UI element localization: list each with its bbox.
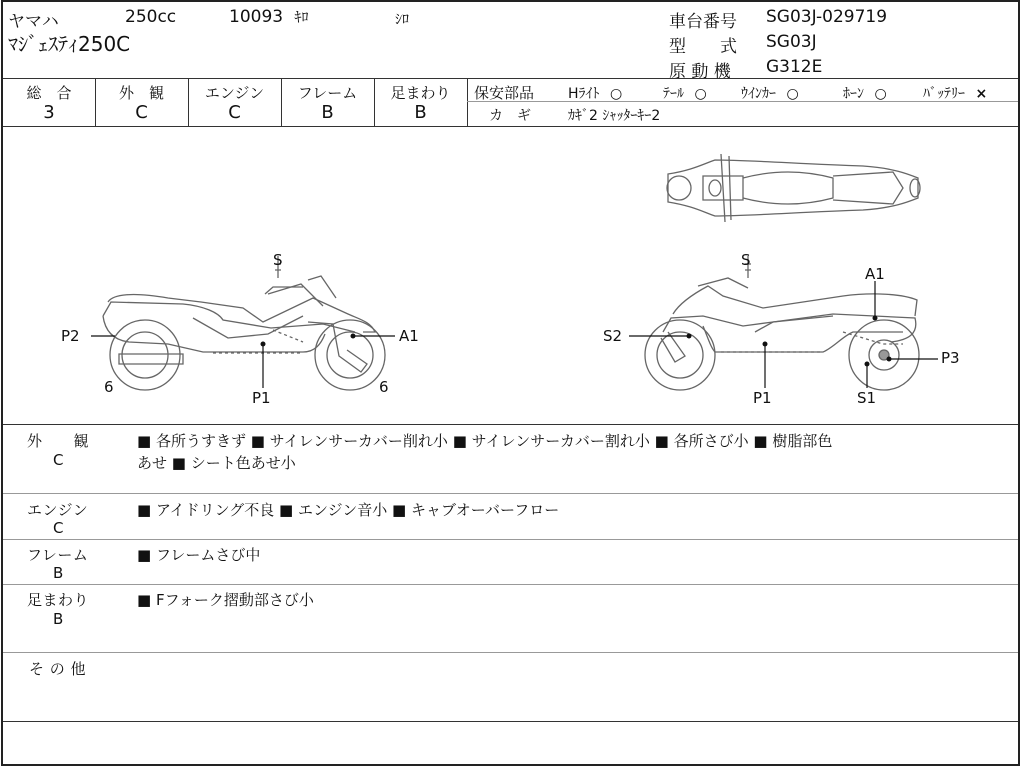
label-p1-right: P1 <box>753 389 772 407</box>
engine-label: エンジン <box>204 84 265 102</box>
frame-no: SG03J-029719 <box>766 7 888 27</box>
safety-item-name: ﾃｰﾙ <box>663 86 684 102</box>
label-s-left: S <box>273 251 283 269</box>
label-6-left: 6 <box>104 378 114 396</box>
model-name: ﾏｼﾞｪｽﾃｨ250C <box>8 32 131 56</box>
scooter-left-side-view <box>103 256 385 390</box>
overall-grade: 3 <box>43 102 55 123</box>
label-p3: P3 <box>941 349 960 367</box>
label-a1-left: A1 <box>399 327 419 345</box>
mileage <box>229 7 309 27</box>
remark-suspension-items: ■ Fフォーク摺動部さび小 <box>137 591 314 609</box>
type-label: 型 式 <box>669 37 737 57</box>
safety-item-name: ﾊﾞｯﾃﾘｰ <box>923 86 965 102</box>
label-a1-right: A1 <box>865 265 885 283</box>
safety-item-mark: ○ <box>786 86 799 102</box>
remark-exterior-items-2: あせ ■ シート色あせ小 <box>137 454 296 472</box>
displacement: 250cc <box>125 7 177 27</box>
label-p2: P2 <box>61 327 80 345</box>
divider <box>3 584 1018 585</box>
overall-label: 総 合 <box>26 84 72 102</box>
scooter-top-view <box>667 154 920 222</box>
safety-item <box>923 83 987 103</box>
safety-item-mark: ○ <box>874 86 887 102</box>
frame-no-label: 車台番号 <box>669 12 737 32</box>
remark-frame-label: フレーム <box>27 546 89 564</box>
mileage-value: 10093 <box>229 7 284 27</box>
divider <box>3 652 1018 653</box>
engine-model: G312E <box>766 57 823 77</box>
exterior-grade: C <box>135 102 148 123</box>
label-p1-left: P1 <box>252 389 271 407</box>
safety-item <box>663 83 707 103</box>
safety-item <box>741 83 799 103</box>
safety-item-mark: × <box>975 86 988 102</box>
safety-item <box>568 83 622 103</box>
remark-engine-grade: C <box>53 519 64 537</box>
key-value: ｶｷﾞ2 ｼｬｯﾀｰｷｰ2 <box>568 108 661 124</box>
label-s1: S1 <box>857 389 877 407</box>
frame-label: フレーム <box>297 84 358 102</box>
exterior-label: 外 観 <box>118 84 164 102</box>
suspension-grade: B <box>414 102 427 123</box>
divider <box>3 78 1018 79</box>
safety-item-mark: ○ <box>694 86 707 102</box>
safety-label: 保安部品 <box>474 84 535 102</box>
safety-item-name: ﾎｰﾝ <box>843 86 864 102</box>
remark-engine-label: エンジン <box>27 501 89 519</box>
remark-other-label: そ の 他 <box>29 660 87 678</box>
divider <box>3 721 1018 722</box>
safety-item-mark: ○ <box>609 86 623 102</box>
label-6-right: 6 <box>379 378 389 396</box>
engine-grade: C <box>228 102 241 123</box>
remark-frame-grade: B <box>53 564 64 582</box>
label-s2: S2 <box>603 327 623 345</box>
maker: ヤマハ <box>8 12 59 32</box>
remark-suspension-grade: B <box>53 610 64 628</box>
color: ｼﾛ <box>395 12 409 28</box>
divider <box>3 493 1018 494</box>
remark-exterior-grade: C <box>53 451 64 469</box>
safety-item-name: Hﾗｲﾄ <box>568 86 600 102</box>
type-value: SG03J <box>766 32 817 52</box>
frame-grade: B <box>321 102 334 123</box>
remark-frame-items: ■ フレームさび中 <box>137 546 261 564</box>
suspension-label: 足まわり <box>390 84 451 102</box>
divider <box>3 539 1018 540</box>
remark-exterior-label: 外 観 <box>27 432 90 450</box>
divider <box>467 78 468 126</box>
key-label: カ ギ <box>489 108 531 124</box>
safety-item-name: ｳｲﾝｶｰ <box>741 86 776 102</box>
engine-model-label: 原 動 機 <box>669 62 731 82</box>
inspection-sheet <box>1 0 1020 766</box>
mileage-unit: ｷﾛ <box>294 10 309 26</box>
label-s-right: S <box>741 251 751 269</box>
remark-exterior-items: ■ 各所うすきず ■ サイレンサーカバー削れ小 ■ サイレンサーカバー割れ小 ■ 各所さび小 ■ 樹脂部色 <box>137 432 833 450</box>
safety-item <box>843 83 887 103</box>
remark-engine-items: ■ アイドリング不良 ■ エンジン音小 ■ キャブオーバーフロー <box>137 501 560 519</box>
remark-suspension-label: 足まわり <box>27 591 90 609</box>
divider <box>3 424 1018 425</box>
